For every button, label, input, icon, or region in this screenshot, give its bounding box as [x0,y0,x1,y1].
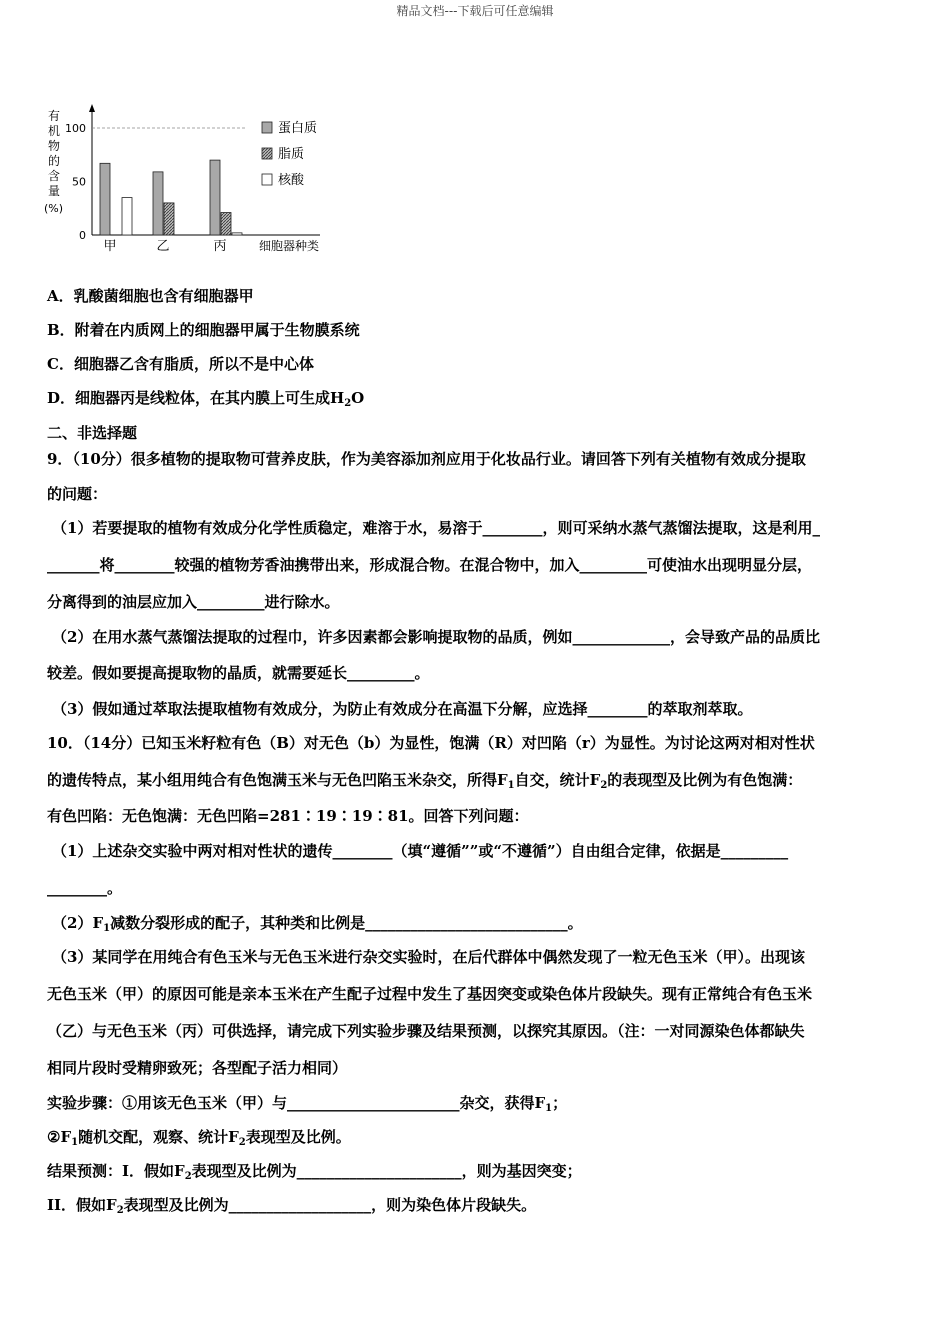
experiment-step-1: 实验步骤：①用该无色玉米（甲）与_______________________杂交，获得$F_1$； [47,1094,568,1114]
q10-stem-3: 有色凹陷：无色饱满：无色凹陷=281∶19∶19∶81。回答下列问题： [47,807,529,825]
y-axis-label-unit: (%) [44,202,64,215]
x-tick-label: 丙 [213,239,227,254]
bar-2-2 [232,233,242,235]
option-c: C．细胞器乙含有脂质，所以不是中心体 [47,355,314,373]
bar-0-0 [100,163,110,235]
experiment-step-2: $②F_1$随机交配，观察、统计$F_2$表现型及比例。 [47,1128,351,1148]
legend-label-2: 核酸 [278,173,305,188]
bar-0-2 [210,160,220,235]
option-b: B．附着在内质网上的细胞器甲属于生物膜系统 [47,321,360,339]
q9-part2-a: （2）在用水蒸气蒸馏法提取的过程巾，许多因素都会影响提取物的品质，例如_____________，会导致产品的品质比 [52,628,820,646]
q10-part2: $(2)F_1$减数分裂形成的配子，其种类和比例是___________________________。 [52,914,583,934]
q9-stem-1: 9．（10分）很多植物的提取物可营养皮肤，作为美容添加剂应用于化妆品行业。请回答下列有关植物有效成分提取 [47,450,806,468]
q10-part3-d: 相同片段时受精卵致死；各型配子活力相同） [47,1059,348,1077]
q9-part3: （3）假如通过萃取法提取植物有效成分，为防止有效成分在高温下分解，应选择________的萃取剂萃取。 [52,700,753,718]
section-heading: 二、非选择题 [47,424,138,442]
y-axis-label-char: 的 [48,154,61,168]
y-tick-label: 0 [79,229,86,242]
y-axis-label-char: 含 [48,169,61,183]
q9-part1-c: 分离得到的油层应加入_________进行除水。 [47,593,340,611]
q9-stem-2: 的问题： [47,485,108,503]
option-d: D．细胞器丙是线粒体，在其内膜上可生成$H_2O$ [47,389,365,409]
legend-swatch-2 [262,174,272,185]
y-axis-label-char: 量 [48,184,61,198]
y-tick-label: 100 [65,122,86,135]
q10-part1-b: ________。 [47,879,123,897]
bar-1-2 [221,213,231,235]
q9-part2-b: 较差。假如要提高提取物的晶质，就需要延长_________。 [47,664,430,682]
y-axis-label-char: 机 [48,124,61,138]
x-axis-label: 细胞器种类 [259,239,320,253]
y-axis-arrow [89,104,95,112]
option-a: A．乳酸菌细胞也含有细胞器甲 [47,287,254,305]
x-tick-label: 甲 [103,239,117,254]
y-axis-label-char: 有 [48,109,61,123]
page-header: 精品文档---下载后可任意编辑 [396,4,554,18]
q10-part3-a: （3）某同学在用纯合有色玉米与无色玉米进行杂交实验时，在后代群体中偶然发现了一粒无色玉米（甲）。出现该 [52,948,805,966]
legend-swatch-0 [262,122,272,133]
bar-0-1 [153,172,163,235]
q10-part3-c: （乙）与无色玉米（丙）可供选择，请完成下列实验步骤及结果预测，以探究其原因。（注：一对同源染色体都缺失 [47,1022,805,1040]
q10-stem-2: 的遗传特点，某小组用纯合有色饱满玉米与无色凹陷玉米杂交，所得$F_1$自交，统计$F_2$的表现型及比例为有色饱满： [47,771,803,791]
result-prediction-1: 结果预测：I．假如$F_2$表现型及比例为______________________，则为基因突变； [47,1162,582,1182]
y-tick-label: 50 [72,175,86,189]
legend-label-1: 脂质 [278,147,305,162]
bar-1-1 [164,203,174,235]
q9-part1-b: _______将________较强的植物芳香油携带出来，形成混合物。在混合物中，加入_________可使油水出现明显分层， [47,556,813,574]
y-axis-label-char: 物 [48,139,61,153]
bar-2-0 [122,198,132,235]
organelle-bar-chart [40,100,340,260]
q10-part3-b: 无色玉米（甲）的原因可能是亲本玉米在产生配子过程中发生了基因突变或染色体片段缺失。现有正常纯合有色玉米 [47,985,813,1003]
q9-part1-a: （1）若要提取的植物有效成分化学性质稳定，难溶于水，易溶于________，则可采纳水蒸气蒸馏法提取，这是利用_ [52,519,820,537]
q10-stem-1: 10．（14分）已知玉米籽粒有色（B）对无色（b）为显性，饱满（R）对凹陷（r）为显性。为讨论这两对相对性状 [47,734,815,752]
legend-label-0: 蛋白质 [278,121,318,136]
legend-swatch-1 [262,148,272,159]
x-tick-label: 乙 [156,239,170,254]
q10-part1-a: （1）上述杂交实验中两对相对性状的遗传________（填“遵循””或“不遵循”）自由组合定律，依据是_________ [52,842,789,860]
result-prediction-2: II．假如$F_2$表现型及比例为___________________，则为染色体片段缺失。 [47,1196,537,1216]
